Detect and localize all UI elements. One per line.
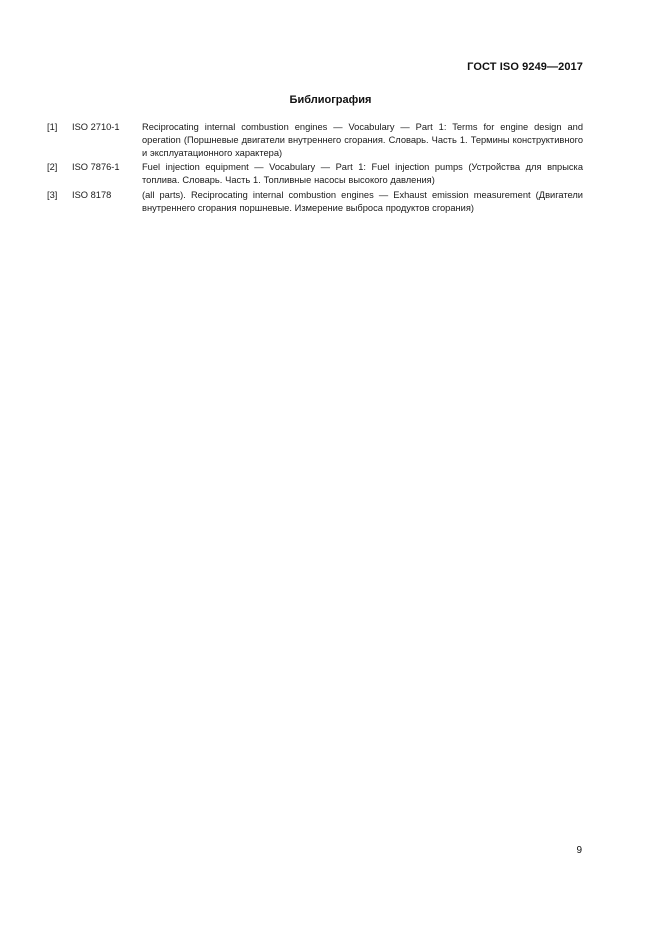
reference-title: (all parts). Reciprocating internal combustion engines — Exhaust emission measurement (Двигатели внутреннего сгорания поршневые. Измерение выброса продуктов сгорания)	[142, 189, 583, 213]
reference-number: [1]	[47, 122, 58, 132]
reference-code: ISO 8178	[72, 189, 112, 200]
reference-title: Fuel injection equipment — Vocabulary — Part 1: Fuel injection pumps (Устройства для впрыска топлива. Словарь. Часть 1. Топливные насосы высокого давления)	[142, 162, 583, 186]
reference-code: ISO 7876-1	[72, 162, 120, 173]
page-number: 9	[576, 845, 582, 856]
bibliography-item	[47, 161, 583, 187]
bibliography-list	[47, 121, 583, 217]
section-title: Библиография	[289, 94, 372, 106]
bibliography-item	[47, 121, 583, 159]
reference-code: ISO 2710-1	[72, 122, 120, 132]
reference-title: Reciprocating internal combustion engines — Vocabulary — Part 1: Terms for engine design and operation (Поршневые двигатели внутреннего сгорания. Словарь. Часть 1. Термины конструктивного и эксплуатационного характера)	[142, 122, 583, 158]
bibliography-item	[47, 189, 583, 215]
reference-number: [3]	[47, 189, 58, 200]
reference-number: [2]	[47, 162, 58, 173]
standard-id-header: ГОСТ ISO 9249—2017	[467, 61, 583, 73]
